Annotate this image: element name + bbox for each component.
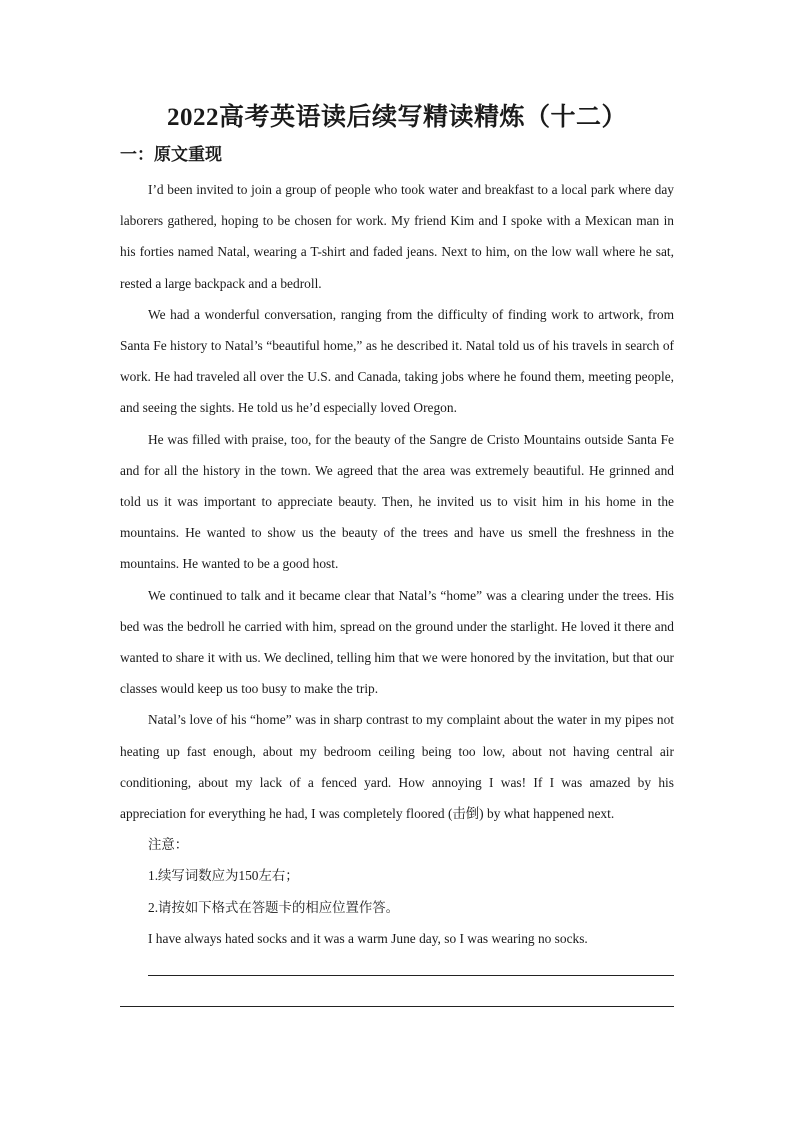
paragraph-3: He was filled with praise, too, for the beauty of the Sangre de Cristo Mountains outside Santa Fe and for all the history in the town. We agreed that the area was extremely beautiful. He grinned and told us it was important to appreciate beauty. Then, he invited us to visit him in his home in the mountains. He wanted to show us the beauty of the trees and have us smell the freshness in the mountains. He wanted to be a good host. (120, 431, 674, 572)
original-text (120, 174, 674, 829)
notes-block (120, 829, 674, 923)
document-title: 2022高考英语读后续写精读精炼（十二） (166, 104, 627, 131)
section-heading: 一：原文重现 (120, 145, 222, 164)
continuation-start-sentence: I have always hated socks and it was a warm June day, so I was wearing no socks. (148, 930, 588, 946)
note-item-1: 1.续写词数应为150左右； (148, 868, 299, 884)
answer-line-2[interactable] (120, 1006, 674, 1007)
document-page (120, 100, 674, 1007)
paragraph-2: We had a wonderful conversation, ranging from the difficulty of finding work to artwork, from Santa Fe history to Natal’s “beautiful home,” as he described it. Natal told us of his travels in search of work. He had traveled all over the U.S. and Canada, taking jobs where he found them, meeting people, and seeing the sights. He told us he’d especially loved Oregon. (120, 306, 674, 416)
paragraph-4: We continued to talk and it became clear that Natal’s “home” was a clearing under the trees. His bed was the bedroll he carried with him, spread on the ground under the starlight. He loved it there and wanted to share it with us. We declined, telling him that we were honored by the invitation, but that our classes would keep us too busy to make the trip. (120, 587, 674, 697)
answer-line-1[interactable] (148, 975, 674, 976)
paragraph-1: I’d been invited to join a group of people who took water and breakfast to a local park where day laborers gathered, hoping to be chosen for work. My friend Kim and I spoke with a Mexican man in his forties named Natal, wearing a T-shirt and faded jeans. Next to him, on the low wall where he sat, rested a large backpack and a bedroll. (120, 182, 674, 291)
note-item-2: 2.请按如下格式在答题卡的相应位置作答。 (148, 899, 400, 915)
notes-heading: 注意： (148, 837, 189, 853)
paragraph-5: Natal’s love of his “home” was in sharp contrast to my complaint about the water in my pipes not heating up fast enough, about my bedroom ceiling being too low, about not having central air conditioning, about my lack of a fenced yard. How annoying I was! If I was amazed by his appreciation for everything he had, I was completely floored (击倒) by what happened next. (120, 712, 674, 822)
